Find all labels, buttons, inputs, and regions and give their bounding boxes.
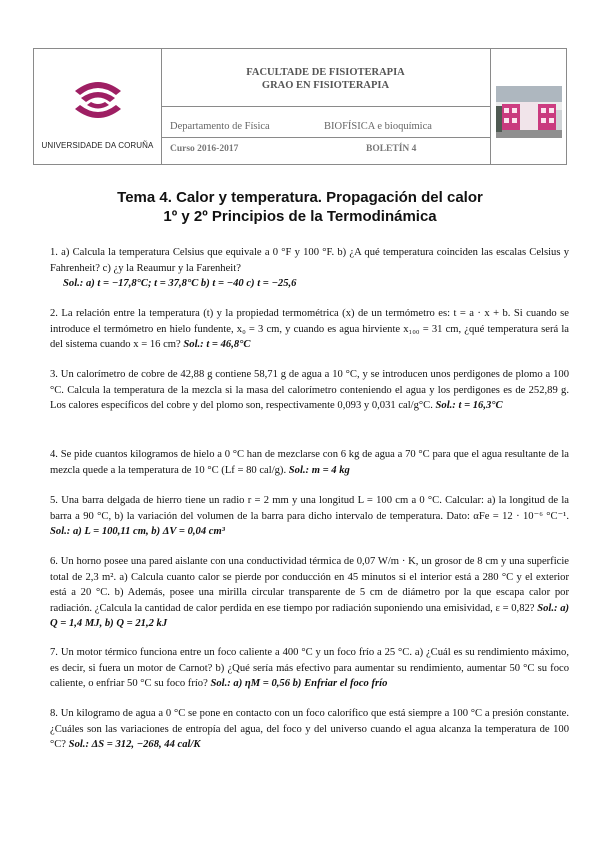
problem-item [50,493,569,540]
problem-text: 5. Una barra delgada de hierro tiene un radio r = 2 mm y una longitud L = 100 cm a 0 °C. Calcular: a) la longitud de la barra a 90 °C, b) la variación del volumen de la barra para dicho intervalo de temperatura. Dato: αFe = 12 · 10⁻⁶ °C⁻¹. [50,495,569,522]
problem-item [50,554,569,632]
problem-solution: Sol.: a) Q = 1,4 MJ, b) Q = 21,2 kJ [50,602,570,630]
problem-solution: Sol.: a) ηM = 0,56 b) Enfriar el foco frío [210,678,388,690]
bulletin-label: BOLETÍN 4 [366,144,417,154]
problem-solution: Sol.: t = 16,3°C [435,400,503,412]
degree-name: GRAO EN FISIOTERAPIA [261,80,390,91]
problem-text: 6. Un horno posee una pared aislante con una conductividad térmica de 0,07 W/m · K, un grosor de 8 cm y una superficie total de 2,3 m². a) Calcula cuanto calor se pierde por conducción en 45 minutos si el interior está a 280 °C y el exterior está a 20 °C. b) Además, posee una mirilla circular transparente de 5 cm de diámetro por la que escapa calor por radiación. ¿Calcula la cantidad de calor perdida en ese tiempo por radiación suponiendo una emisividad, ε = 0,82? [50,556,569,614]
university-name: UNIVERSIDADE DA CORUÑA [41,141,154,150]
problem-solution: Sol.: ΔS = 312, −268, 44 cal/K [68,739,201,751]
problem-text: 2. La relación entre la temperatura (t) y la propiedad termométrica (x) de un termómetro es: t = a · x + b. Si cuando se introduce el termómetro en hielo fundente, x₀ = 3 cm, y cuando es agua hirviente x₁₀₀ = 31 cm, ¿qué temperatura será la del sistema cuando x = 16 cm? [50,308,569,351]
course-label: Curso 2016-2017 [170,144,239,154]
department-label: Departamento de Física [170,121,270,132]
page-subtitle: 1º y 2º Principios de la Termodinámica [163,208,437,225]
building-photo-image [496,86,562,138]
header-table [33,48,567,165]
problem-text: 3. Un calorímetro de cobre de 42,88 g contiene 58,71 g de agua a 10 °C, y se introducen unos perdigones de plomo a 100 °C. Calcula la temperatura de la mezcla si la masa del calorímetro conteniendo el agua y los perdigones es de 252,89 g. Los calores específicos del cobre y del plomo son, respectivamente 0,093 y 0,031 cal/g°C. [50,369,569,412]
problem-solution: Sol.: t = 46,8°C [183,339,251,351]
faculty-block [161,66,490,92]
university-logo-icon [69,71,127,129]
university-logo-cell [34,49,162,164]
faculty-name: FACULTADE DE FISIOTERAPIA [246,67,405,78]
problem-text: 4. Se pide cuantos kilogramos de hielo a 0 °C han de mezclarse con 6 kg de agua a 70 °C para que el agua resultante de la mezcla quede a la temperatura de 10 °C (Lf = 80 cal/g). [50,449,569,476]
problem-text: 7. Un motor térmico funciona entre un foco caliente a 400 °C y un foco frío a 25 °C. a) ¿Cuál es su rendimiento máximo, es decir, si fuera un motor de Carnot? b) ¿Qué sería más efectivo para aumentar su rendimiento, aumentar 50 °C su foco caliente, o enfriar 50 °C su foco frío? [50,647,569,690]
problem-item [50,706,569,753]
subject-label: BIOFÍSICA e bioquímica [324,121,432,132]
problem-text: 1. a) Calcula la temperatura Celsius que equivale a 0 °F y 100 °F. b) ¿A qué temperatura coinciden las escalas Celsius y Fahrenheit? c) ¿y la Reaumur y la Farenheit? [50,247,569,274]
problem-item [50,245,569,292]
header-info-cell [161,49,490,164]
divider [161,106,490,107]
problem-solution: Sol.: m = 4 kg [288,464,350,476]
problem-item [50,645,569,692]
problem-item [50,367,569,414]
problem-solution: Sol.: a) t = −17,8°C; t = 37,8°C b) t = −40 c) t = −25,6 [63,278,297,290]
building-photo-cell [490,49,567,164]
problem-solution: Sol.: a) L = 100,11 cm, b) ΔV = 0,04 cm³ [50,526,225,538]
page-title: Tema 4. Calor y temperatura. Propagación del calor [117,189,483,206]
problem-item [50,306,569,353]
problem-item [50,447,569,478]
problem-text: 8. Un kilogramo de agua a 0 °C se pone en contacto con un foco calorífico que está siempre a 100 °C a presión constante. ¿Cuáles son las variaciones de entropía del agua, del foco y del universo cuando el agua alcanza la temperatura de 100 °C? [50,708,569,751]
divider [161,137,490,138]
